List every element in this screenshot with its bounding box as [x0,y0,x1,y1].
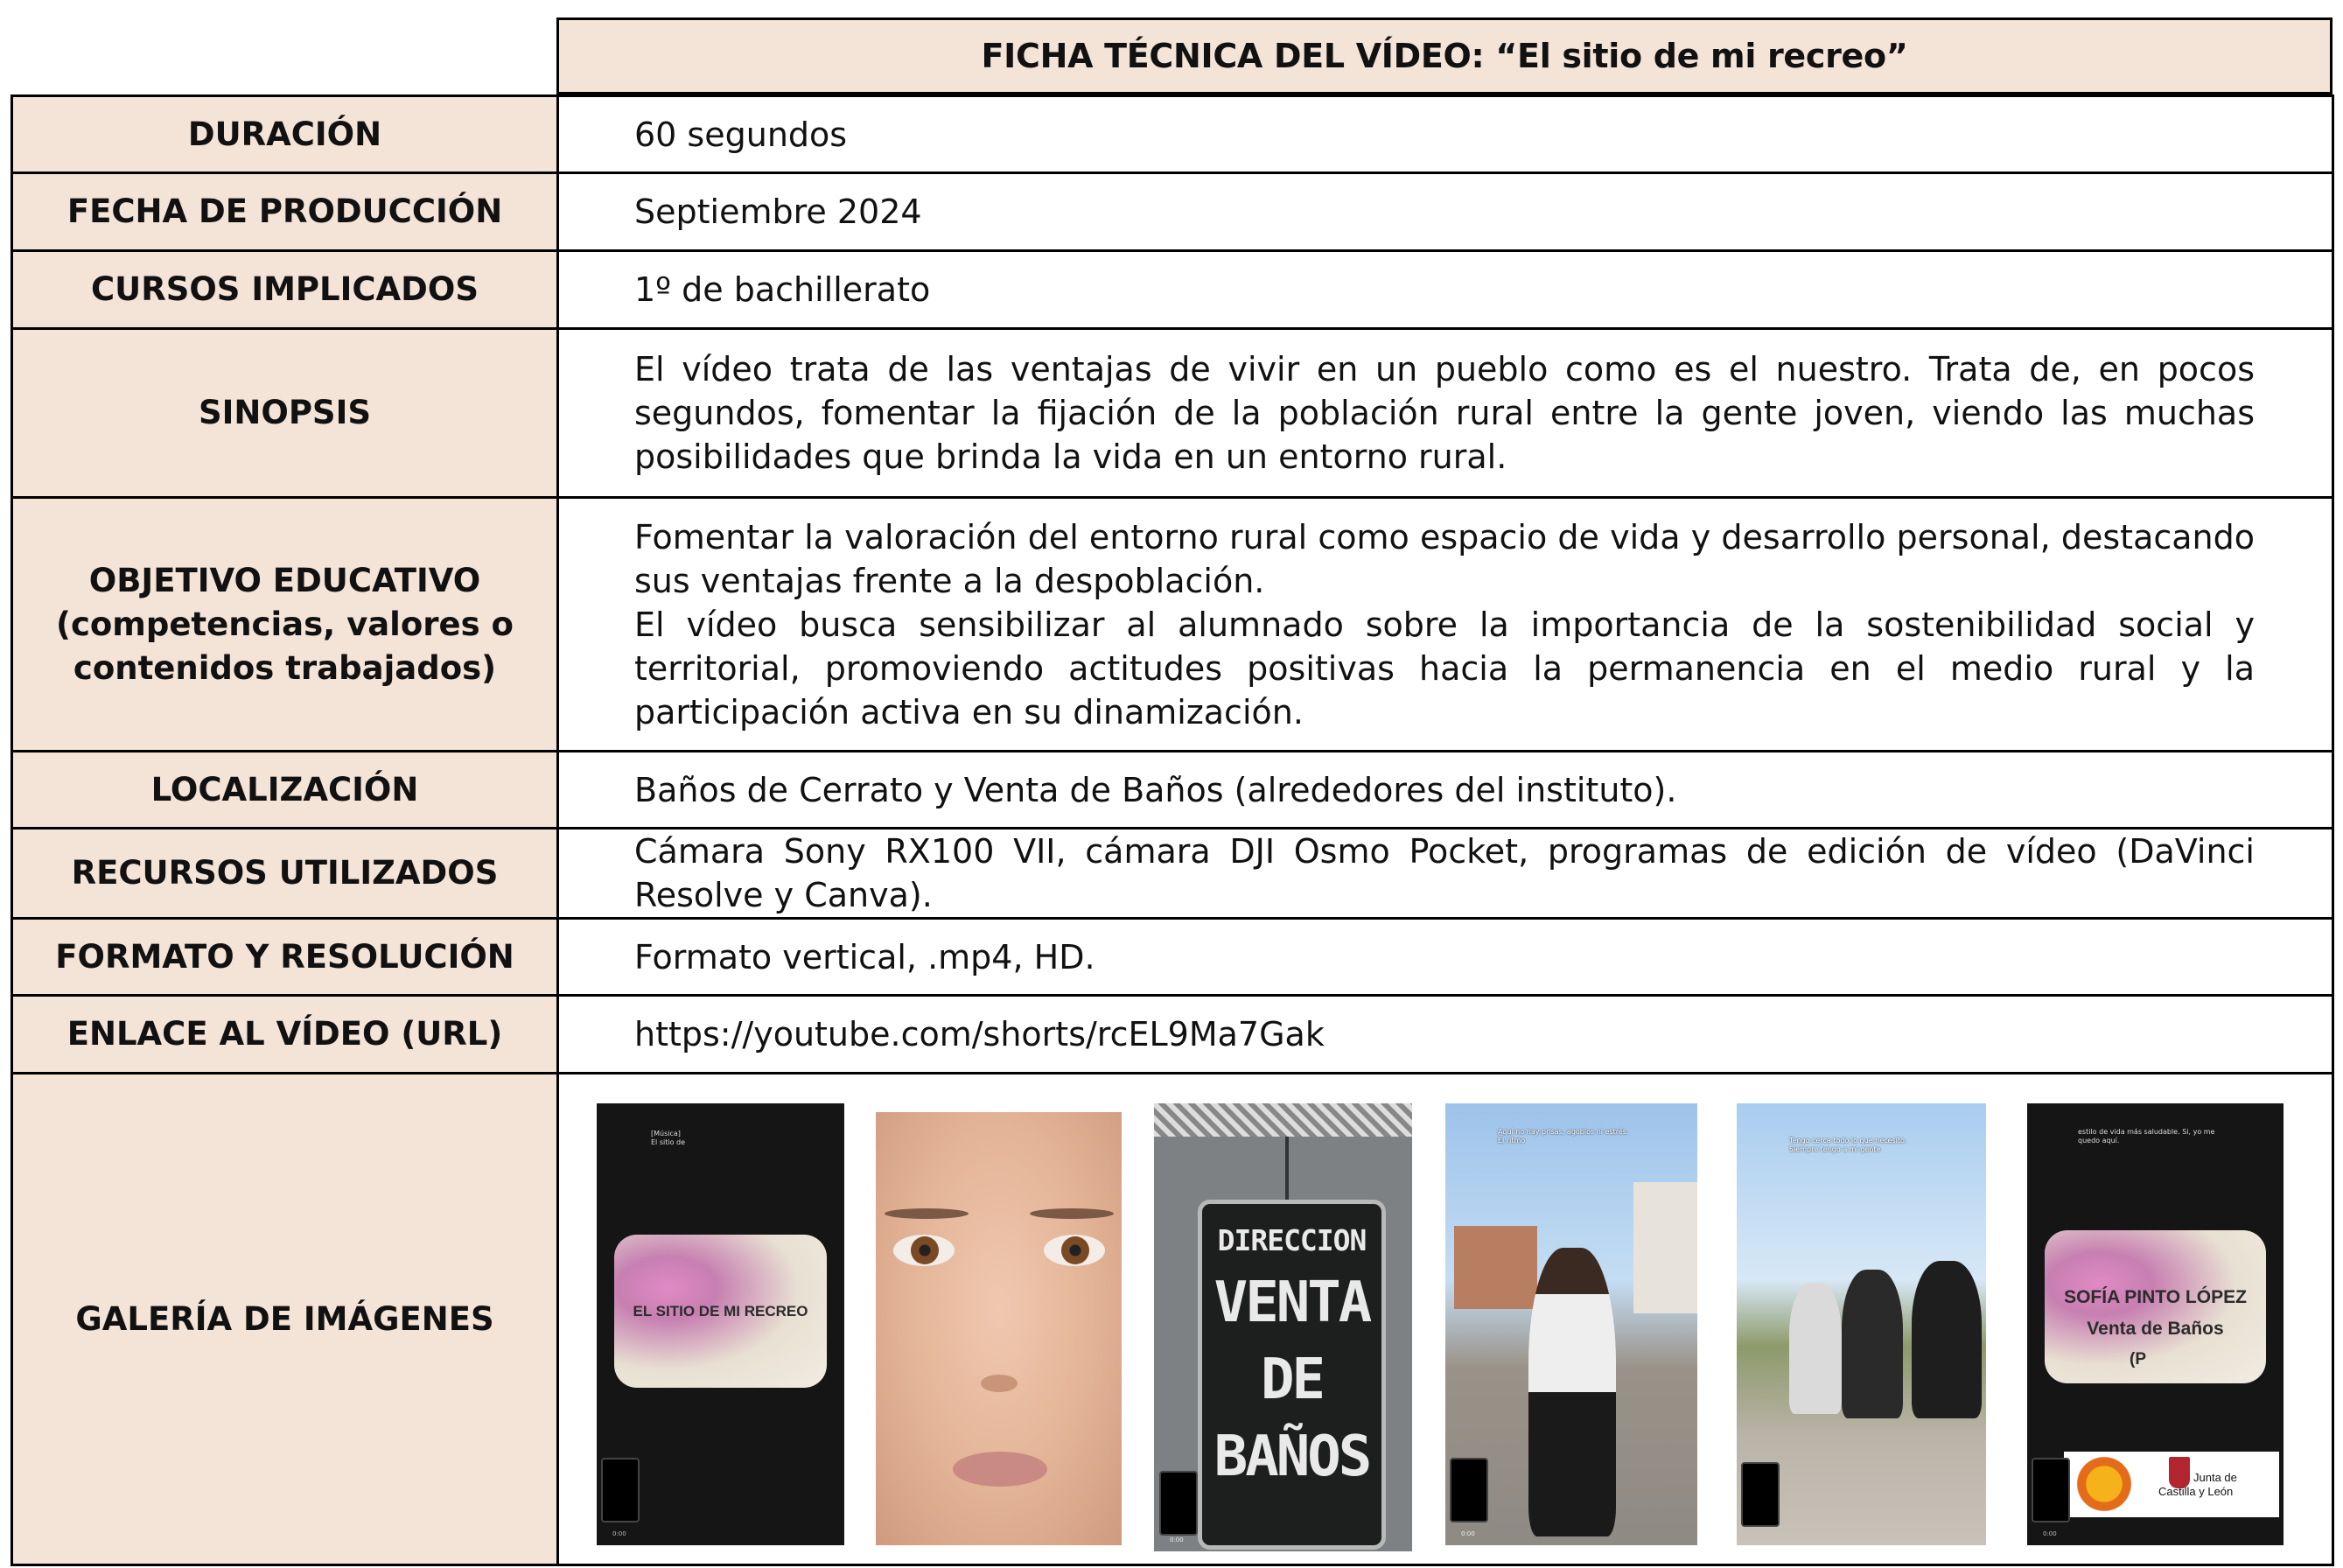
frame6-name: SOFÍA PINTO LÓPEZ [2064,1287,2247,1307]
info-table [10,94,2334,1566]
value-objetivo-p2: El vídeo busca sensibilizar al alumnado sobre la importancia de la sostenibilidad social y territorial, promoviendo actitudes positivas hacia la permanencia en el medio rural y la participación activa en su dinamización. [634,605,2255,732]
frame5-record-box [1741,1462,1780,1527]
frame1-caption-line1: [Música] [651,1130,681,1138]
label-enlace: ENLACE AL VÍDEO (URL) [13,997,559,1072]
frame4-caption-line2: El ritmo [1498,1137,1526,1144]
gallery-image-friends-bench[interactable] [1737,1103,1986,1545]
label-formato: FORMATO Y RESOLUCIÓN [13,920,559,994]
label-galeria: GALERÍA DE IMÁGENES [13,1074,559,1564]
frame5-person-2 [1842,1270,1903,1418]
header-blank-cell [10,18,556,96]
frame2-nose [981,1375,1018,1392]
value-objetivo-p1: Fomentar la valoración del entorno rural como espacio de vida y desarrollo personal, destacando sus ventajas frente a la despoblación. [634,517,2255,600]
frame1-caption-line2: El sitio de [651,1138,686,1146]
row-galeria [13,1072,2332,1564]
frame2-right-brow [1030,1208,1114,1219]
frame4-caption-line1: Aquí no hay prisas, agobios ni estrés. [1498,1128,1629,1136]
row-localizacion [13,750,2332,827]
label-objetivo [13,499,559,750]
frame4-building-right [1633,1182,1697,1313]
label-objetivo-line2: (competencias, valores o [56,605,514,643]
frame6-record-box [2032,1458,2070,1522]
label-cursos: CURSOS IMPLICADOS [13,252,559,327]
frame3-sign-line2: VENTA [1213,1270,1370,1335]
label-objetivo-line3: contenidos trabajados) [73,648,497,687]
row-cursos [13,249,2332,327]
frame3-fence [1154,1103,1412,1137]
value-localizacion: Baños de Cerrato y Venta de Baños (alrededores del instituto). [634,770,1677,809]
frame1-record-box [601,1458,640,1522]
frame4-record-box [1450,1458,1488,1522]
row-recursos [13,827,2332,917]
frame2-right-eye [1044,1235,1105,1266]
row-enlace [13,994,2332,1072]
value-cursos: 1º de bachillerato [634,270,931,309]
frame6-school-logo [2069,1457,2139,1511]
frame2-left-eye [893,1235,955,1266]
frame6-place: Venta de Baños [2087,1319,2224,1339]
gallery-image-road-sign[interactable] [1154,1103,1412,1551]
frame3-sign-line1: DIRECCION [1217,1223,1367,1257]
frame2-lips [953,1452,1047,1487]
value-fecha: Septiembre 2024 [634,192,922,231]
gallery-image-street-portrait[interactable] [1445,1103,1697,1545]
sheet-title: FICHA TÉCNICA DEL VÍDEO: “El sitio de mi recreo” [556,18,2333,94]
frame6-paren: (P [2130,1350,2146,1368]
row-fecha [13,172,2332,249]
frame6-logo-text-2: Castilla y León [2158,1485,2234,1498]
frame5-caption-line2: Siempre tengo a mi gente [1789,1145,1881,1153]
frame5-person-1 [1789,1283,1842,1414]
gallery-image-title-card[interactable] [597,1103,844,1545]
label-fecha: FECHA DE PRODUCCIÓN [13,174,559,249]
frame6-time: 0:00 [2043,1530,2057,1537]
frame3-time: 0:00 [1170,1536,1184,1544]
frame3-sign-rod [1285,1137,1289,1202]
row-objetivo [13,496,2332,750]
frame6-caption-line2: quedo aquí. [2078,1137,2120,1144]
frame5-person-3 [1912,1261,1982,1418]
frame3-sign-line3: DE [1260,1348,1324,1412]
value-formato: Formato vertical, .mp4, HD. [634,937,1095,976]
frame1-time: 0:00 [612,1530,626,1537]
frame1-title: EL SITIO DE MI RECREO [633,1303,808,1320]
frame4-building-left [1454,1226,1537,1309]
value-recursos: Cámara Sony RX100 VII, cámara DJI Osmo Pocket, programas de edición de vídeo (DaVinci Resolve y Canva). [634,832,2255,914]
label-recursos: RECURSOS UTILIZADOS [13,830,559,917]
technical-sheet [10,18,2334,1566]
frame6-caption-line1: estilo de vida más saludable. Si, yo me [2078,1128,2215,1136]
frame2-left-brow [885,1208,969,1219]
gallery-image-face-closeup[interactable] [876,1112,1122,1545]
label-localizacion: LOCALIZACIÓN [13,752,559,827]
frame4-time: 0:00 [1461,1530,1475,1537]
frame4-person [1528,1248,1616,1536]
frame3-sign-line4: BAÑOS [1213,1424,1370,1489]
value-duracion: 60 segundos [634,115,848,154]
frame6-shield-icon [2169,1457,2190,1488]
row-duracion [13,94,2332,172]
frame3-sign [1198,1200,1386,1550]
label-duracion: DURACIÓN [13,97,559,172]
value-sinopsis: El vídeo trata de las ventajas de vivir en un pueblo como es el nuestro. Trata de, en pocos segundos, fomentar la fijación de la población rural entre la gente joven, viendo las muchas posibilidades que brinda la vida en un entorno rural. [634,350,2255,476]
gallery-image-credits-card[interactable] [2027,1103,2284,1545]
image-gallery [559,1074,2332,1564]
value-enlace-link[interactable]: https://youtube.com/shorts/rcEL9Ma7Gak [634,1015,1325,1054]
frame6-logo-text-1: Junta de [2193,1471,2237,1484]
row-sinopsis [13,327,2332,496]
label-objetivo-line1: OBJETIVO EDUCATIVO [88,561,481,599]
label-sinopsis: SINOPSIS [13,330,559,496]
row-formato [13,917,2332,994]
frame5-caption-line1: Tengo cerca todo lo que necesito. [1789,1137,1907,1144]
frame6-logos-strip [2064,1452,2279,1517]
frame3-record-box [1159,1471,1198,1536]
